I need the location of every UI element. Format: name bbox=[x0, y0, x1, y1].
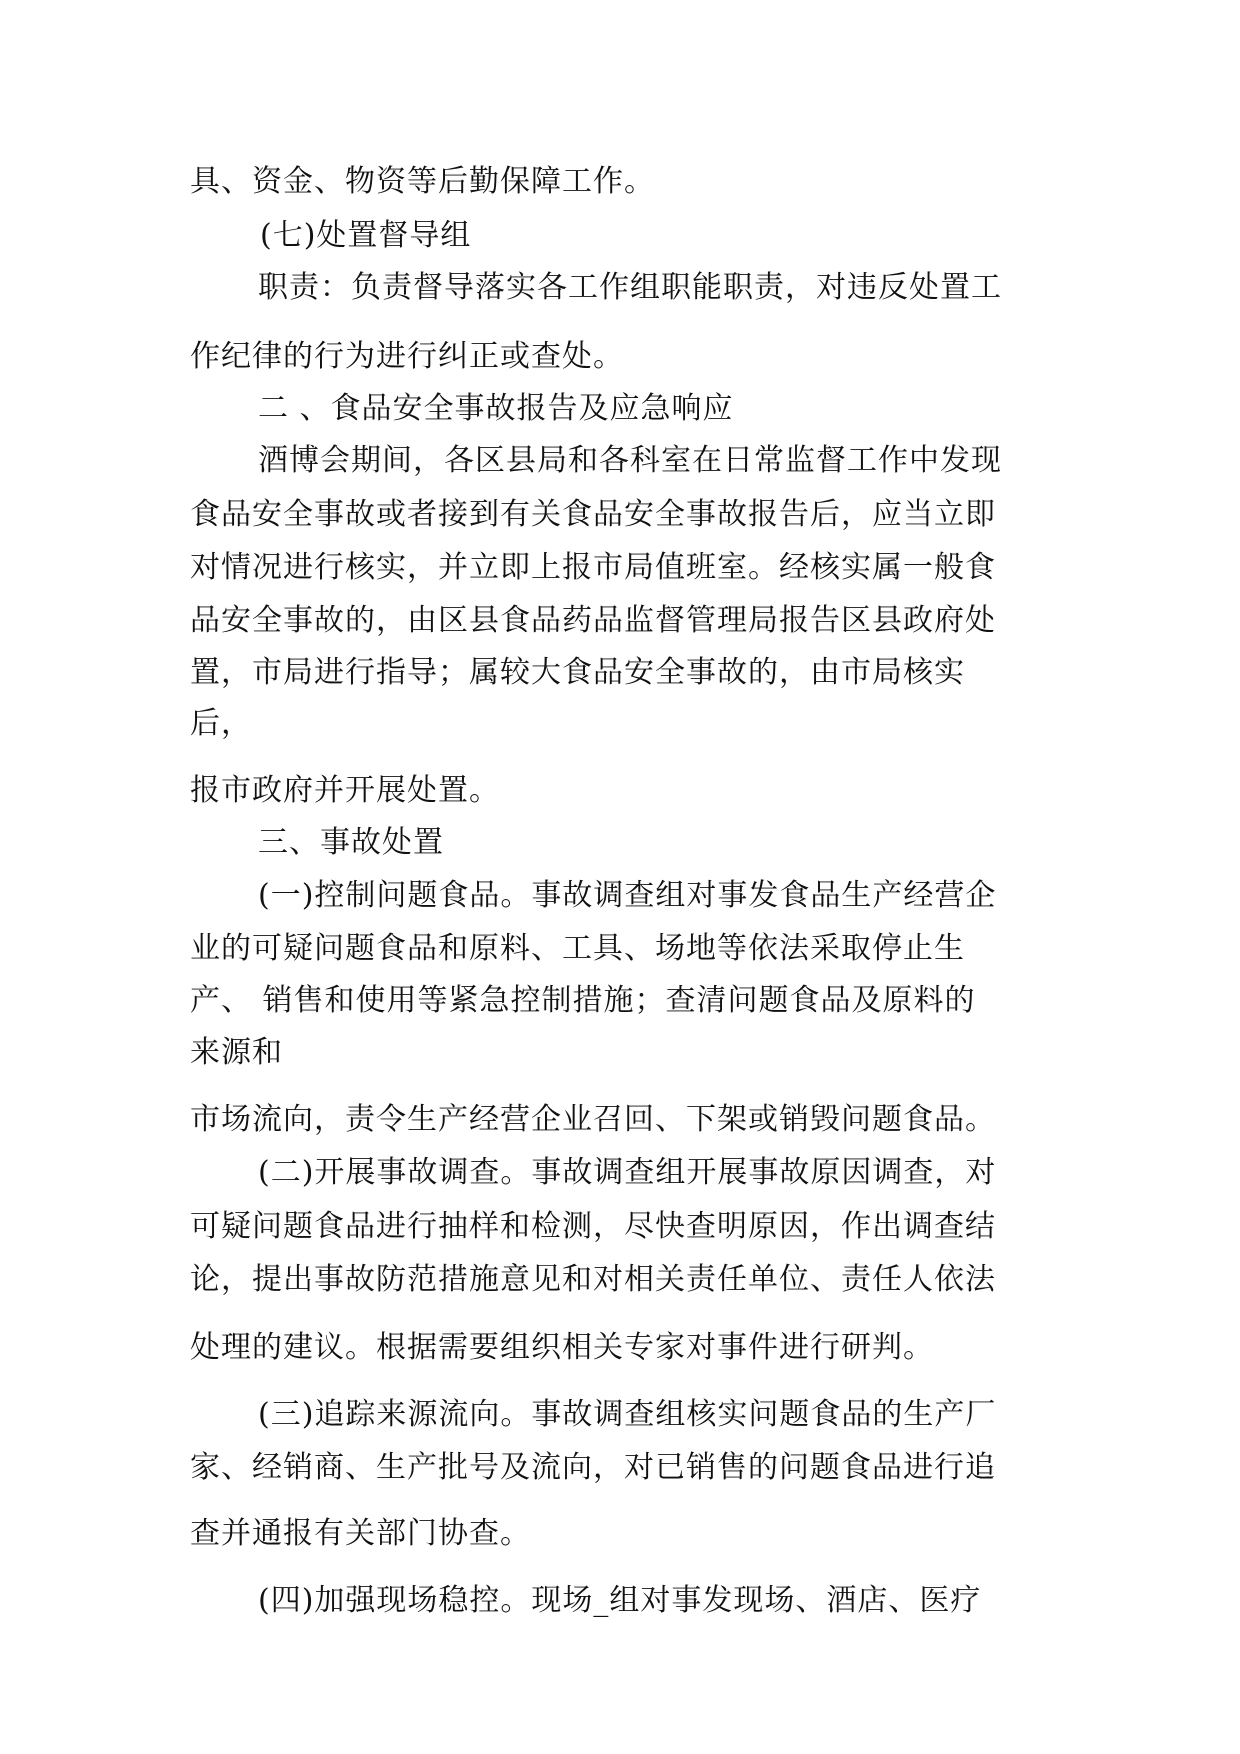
text-line: 处理的建议。根据需要组织相关专家对事件进行研判。 bbox=[190, 1330, 934, 1365]
text-line: 后， bbox=[190, 706, 252, 741]
section-heading: (七)处置督导组 bbox=[260, 218, 472, 253]
text-line: 查并通报有关部门协查。 bbox=[190, 1516, 531, 1551]
text-line: 产、 销售和使用等紧急控制措施；查清问题食品及原料的 bbox=[190, 983, 976, 1018]
text-line: 食品安全事故或者接到有关食品安全事故报告后，应当立即 bbox=[190, 497, 996, 532]
text-line: 可疑问题食品进行抽样和检测，尽快查明原因，作出调查结 bbox=[190, 1209, 996, 1244]
section-heading: 二 、食品安全事故报告及应急响应 bbox=[258, 391, 734, 426]
text-line: 对情况进行核实，并立即上报市局值班室。经核实属一般食 bbox=[190, 550, 996, 585]
text-line: 来源和 bbox=[190, 1035, 283, 1070]
text-line: 报市政府并开展处置。 bbox=[190, 773, 500, 808]
text-line: 职责：负责督导落实各工作组职能职责，对违反处置工 bbox=[258, 270, 1002, 305]
text-line: (四)加强现场稳控。现场_组对事发现场、酒店、医疗 bbox=[258, 1583, 982, 1618]
text-line: (三)追踪来源流向。事故调查组核实问题食品的生产厂 bbox=[258, 1397, 997, 1432]
text-line: 具、资金、物资等后勤保障工作。 bbox=[190, 164, 655, 199]
text-line: 置，市局进行指导；属较大食品安全事故的，由市局核实 bbox=[190, 655, 965, 690]
text-line: 品安全事故的，由区县食品药品监督管理局报告区县政府处 bbox=[190, 603, 996, 638]
text-line: (一)控制问题食品。事故调查组对事发食品生产经营企 bbox=[258, 878, 997, 913]
text-line: 业的可疑问题食品和原料、工具、场地等依法采取停止生 bbox=[190, 931, 965, 966]
text-line: 作纪律的行为进行纠正或查处。 bbox=[190, 339, 624, 374]
text-line: 论，提出事故防范措施意见和对相关责任单位、责任人依法 bbox=[190, 1262, 996, 1297]
section-heading: 三、事故处置 bbox=[258, 825, 444, 860]
text-line: 家、经销商、生产批号及流向，对已销售的问题食品进行追 bbox=[190, 1450, 996, 1485]
text-line: 市场流向，责令生产经营企业召回、下架或销毁问题食品。 bbox=[190, 1102, 996, 1137]
text-line: (二)开展事故调查。事故调查组开展事故原因调查，对 bbox=[258, 1155, 997, 1190]
text-line: 酒博会期间，各区县局和各科室在日常监督工作中发现 bbox=[258, 443, 1002, 478]
